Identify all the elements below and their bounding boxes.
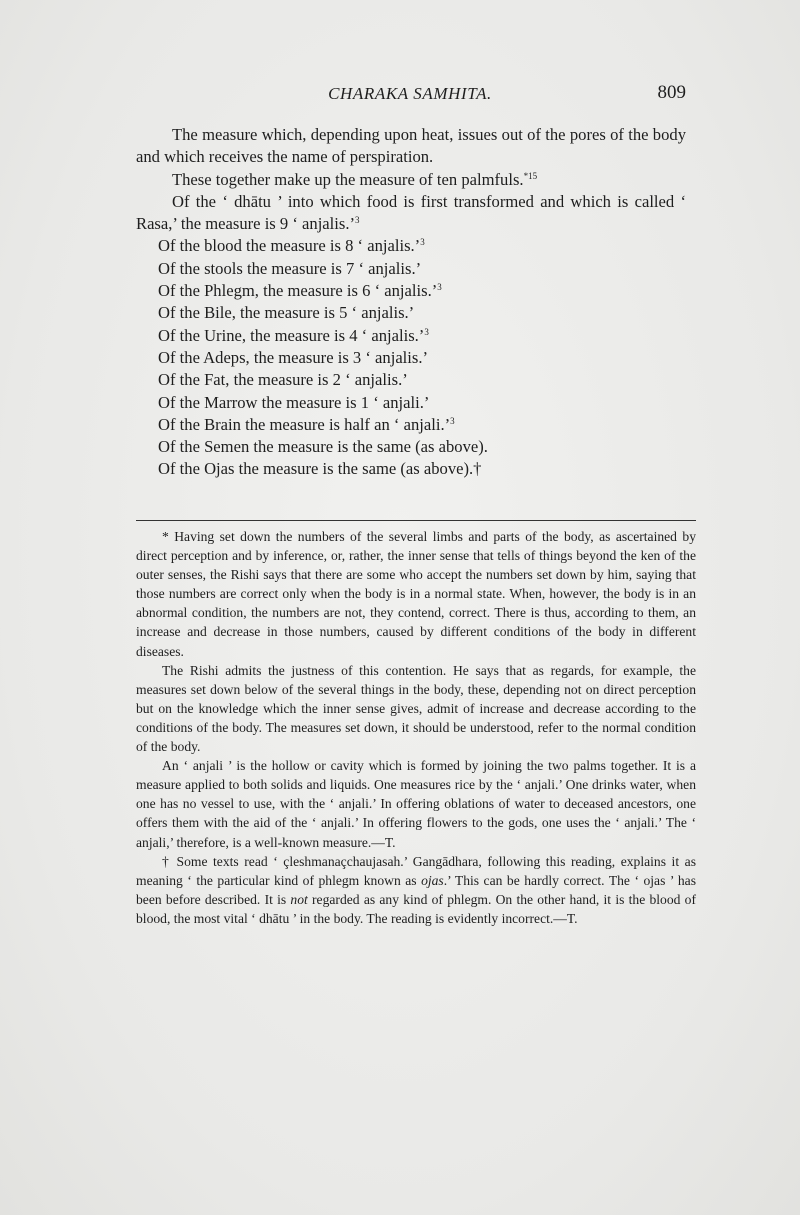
measure-item-blood <box>136 235 686 257</box>
footnote-dagger <box>136 852 696 928</box>
measure-text: Of the Marrow the measure is 1 ‘ anjali.’ <box>158 392 430 412</box>
measure-item-urine <box>136 325 686 347</box>
running-title: CHARAKA SAMHITA. <box>328 84 492 103</box>
item-mark: 3 <box>424 326 429 337</box>
measure-item-phlegm <box>136 280 686 302</box>
measure-text: Of the blood the measure is 8 ‘ anjalis.’ <box>158 236 421 256</box>
measure-item-semen <box>136 436 686 458</box>
measure-item-stools <box>136 258 686 280</box>
page-header <box>136 82 684 108</box>
footnote-mark: *15 <box>523 170 538 181</box>
footnote-asterisk-paragraph-1: * Having set down the numbers of the several limbs and parts of the body, as ascertained by direct perception and by inference, or, rather, the inner sense that tells of things beyond the ken of the outer senses, the Rishi says that there are some who accept the numbers set down by him, saying that those numbers are correct only when the body is in a normal state. When, however, the body is in an abnormal condition, the numbers are not, they contend, correct. There is thus, according to them, an increase and decrease in those numbers, caused by different conditions of the body in different diseases. <box>136 529 696 659</box>
item-mark: 3 <box>437 282 442 293</box>
measure-item-brain <box>136 414 686 436</box>
footnote-text: .’ This can be hardly correct. The ‘ ojas ’ has been before described. It is <box>136 872 697 907</box>
footnote-text: † Some texts read ‘ çleshmanaçchaujasah.’ Gangādhara, following this reading, explains it as meaning ‘ the particular kind of phlegm known as <box>136 853 696 888</box>
measure-item-bile <box>136 302 686 324</box>
measure-text: Of the Ojas the measure is the same (as above).† <box>158 459 482 479</box>
measure-text: Of the Bile, the measure is 5 ‘ anjalis.’ <box>158 303 415 323</box>
paragraph-perspiration: The measure which, depending upon heat, issues out of the pores of the body and which receives the name of perspiration. <box>136 125 686 167</box>
paragraph-ten-palmfuls <box>136 169 686 191</box>
measure-text: Of the Adeps, the measure is 3 ‘ anjalis.’ <box>158 347 429 367</box>
measure-text: Of the Semen the measure is the same (as above). <box>158 437 488 457</box>
measure-item-rasa <box>136 191 686 236</box>
measure-item-adeps <box>136 347 686 369</box>
item-mark: 3 <box>450 415 455 426</box>
measure-text: Of the Urine, the measure is 4 ‘ anjalis.’ <box>158 325 425 345</box>
measure-text: Of the Fat, the measure is 2 ‘ anjalis.’ <box>158 370 408 390</box>
item-mark: 3 <box>355 215 360 226</box>
footnote-divider <box>136 520 696 521</box>
item-mark: 3 <box>420 237 425 248</box>
page-number: 809 <box>657 82 686 103</box>
footnote-italic-word: not <box>290 891 308 907</box>
paragraph-text: These together make up the measure of ten palmfuls. <box>172 169 524 189</box>
measure-item-ojas <box>136 458 686 480</box>
measure-item-marrow <box>136 392 686 414</box>
measure-text: Of the Phlegm, the measure is 6 ‘ anjalis.’ <box>158 281 438 301</box>
measure-text: Of the ‘ dhātu ’ into which food is first transformed and which is called ‘ Rasa,’ the measure is 9 ‘ anjalis.’ <box>136 191 686 234</box>
footnote-asterisk-paragraph-3: An ‘ anjali ’ is the hollow or cavity which is formed by joining the two palms together. It is a measure applied to both solids and liquids. One measures rice by the ‘ anjali.’ One drinks water, when one has no vessel to use, with the ‘ anjali.’ In offering oblations of water to deceased ancestors, one offers them with the aid of the ‘ anjali.’ In offering flowers to the gods, one uses the ‘ anjali.’ The ‘ anjali,’ therefore, is a well-known measure.—T. <box>136 758 696 850</box>
measure-item-fat <box>136 369 686 391</box>
footnotes <box>136 527 696 928</box>
measure-text: Of the Brain the measure is half an ‘ anjali.’ <box>158 414 451 434</box>
main-text <box>136 124 686 481</box>
footnote-text: regarded as any kind of phlegm. On the other hand, it is the blood of blood, the most vital ‘ dhātu ’ in the body. The reading is evidently incorrect.—T. <box>136 891 696 926</box>
footnote-asterisk-paragraph-2: The Rishi admits the justness of this contention. He says that as regards, for example, the measures set down below of the several things in the body, these, depending not on direct perception but on the knowledge which the inner sense gives, admit of increase and decrease according to the conditions of the body. The measures set down, it should be understood, refer to the normal condition of the body. <box>136 662 696 755</box>
footnote-italic-term: ojas <box>421 872 444 888</box>
measure-text: Of the stools the measure is 7 ‘ anjalis.’ <box>158 258 422 278</box>
